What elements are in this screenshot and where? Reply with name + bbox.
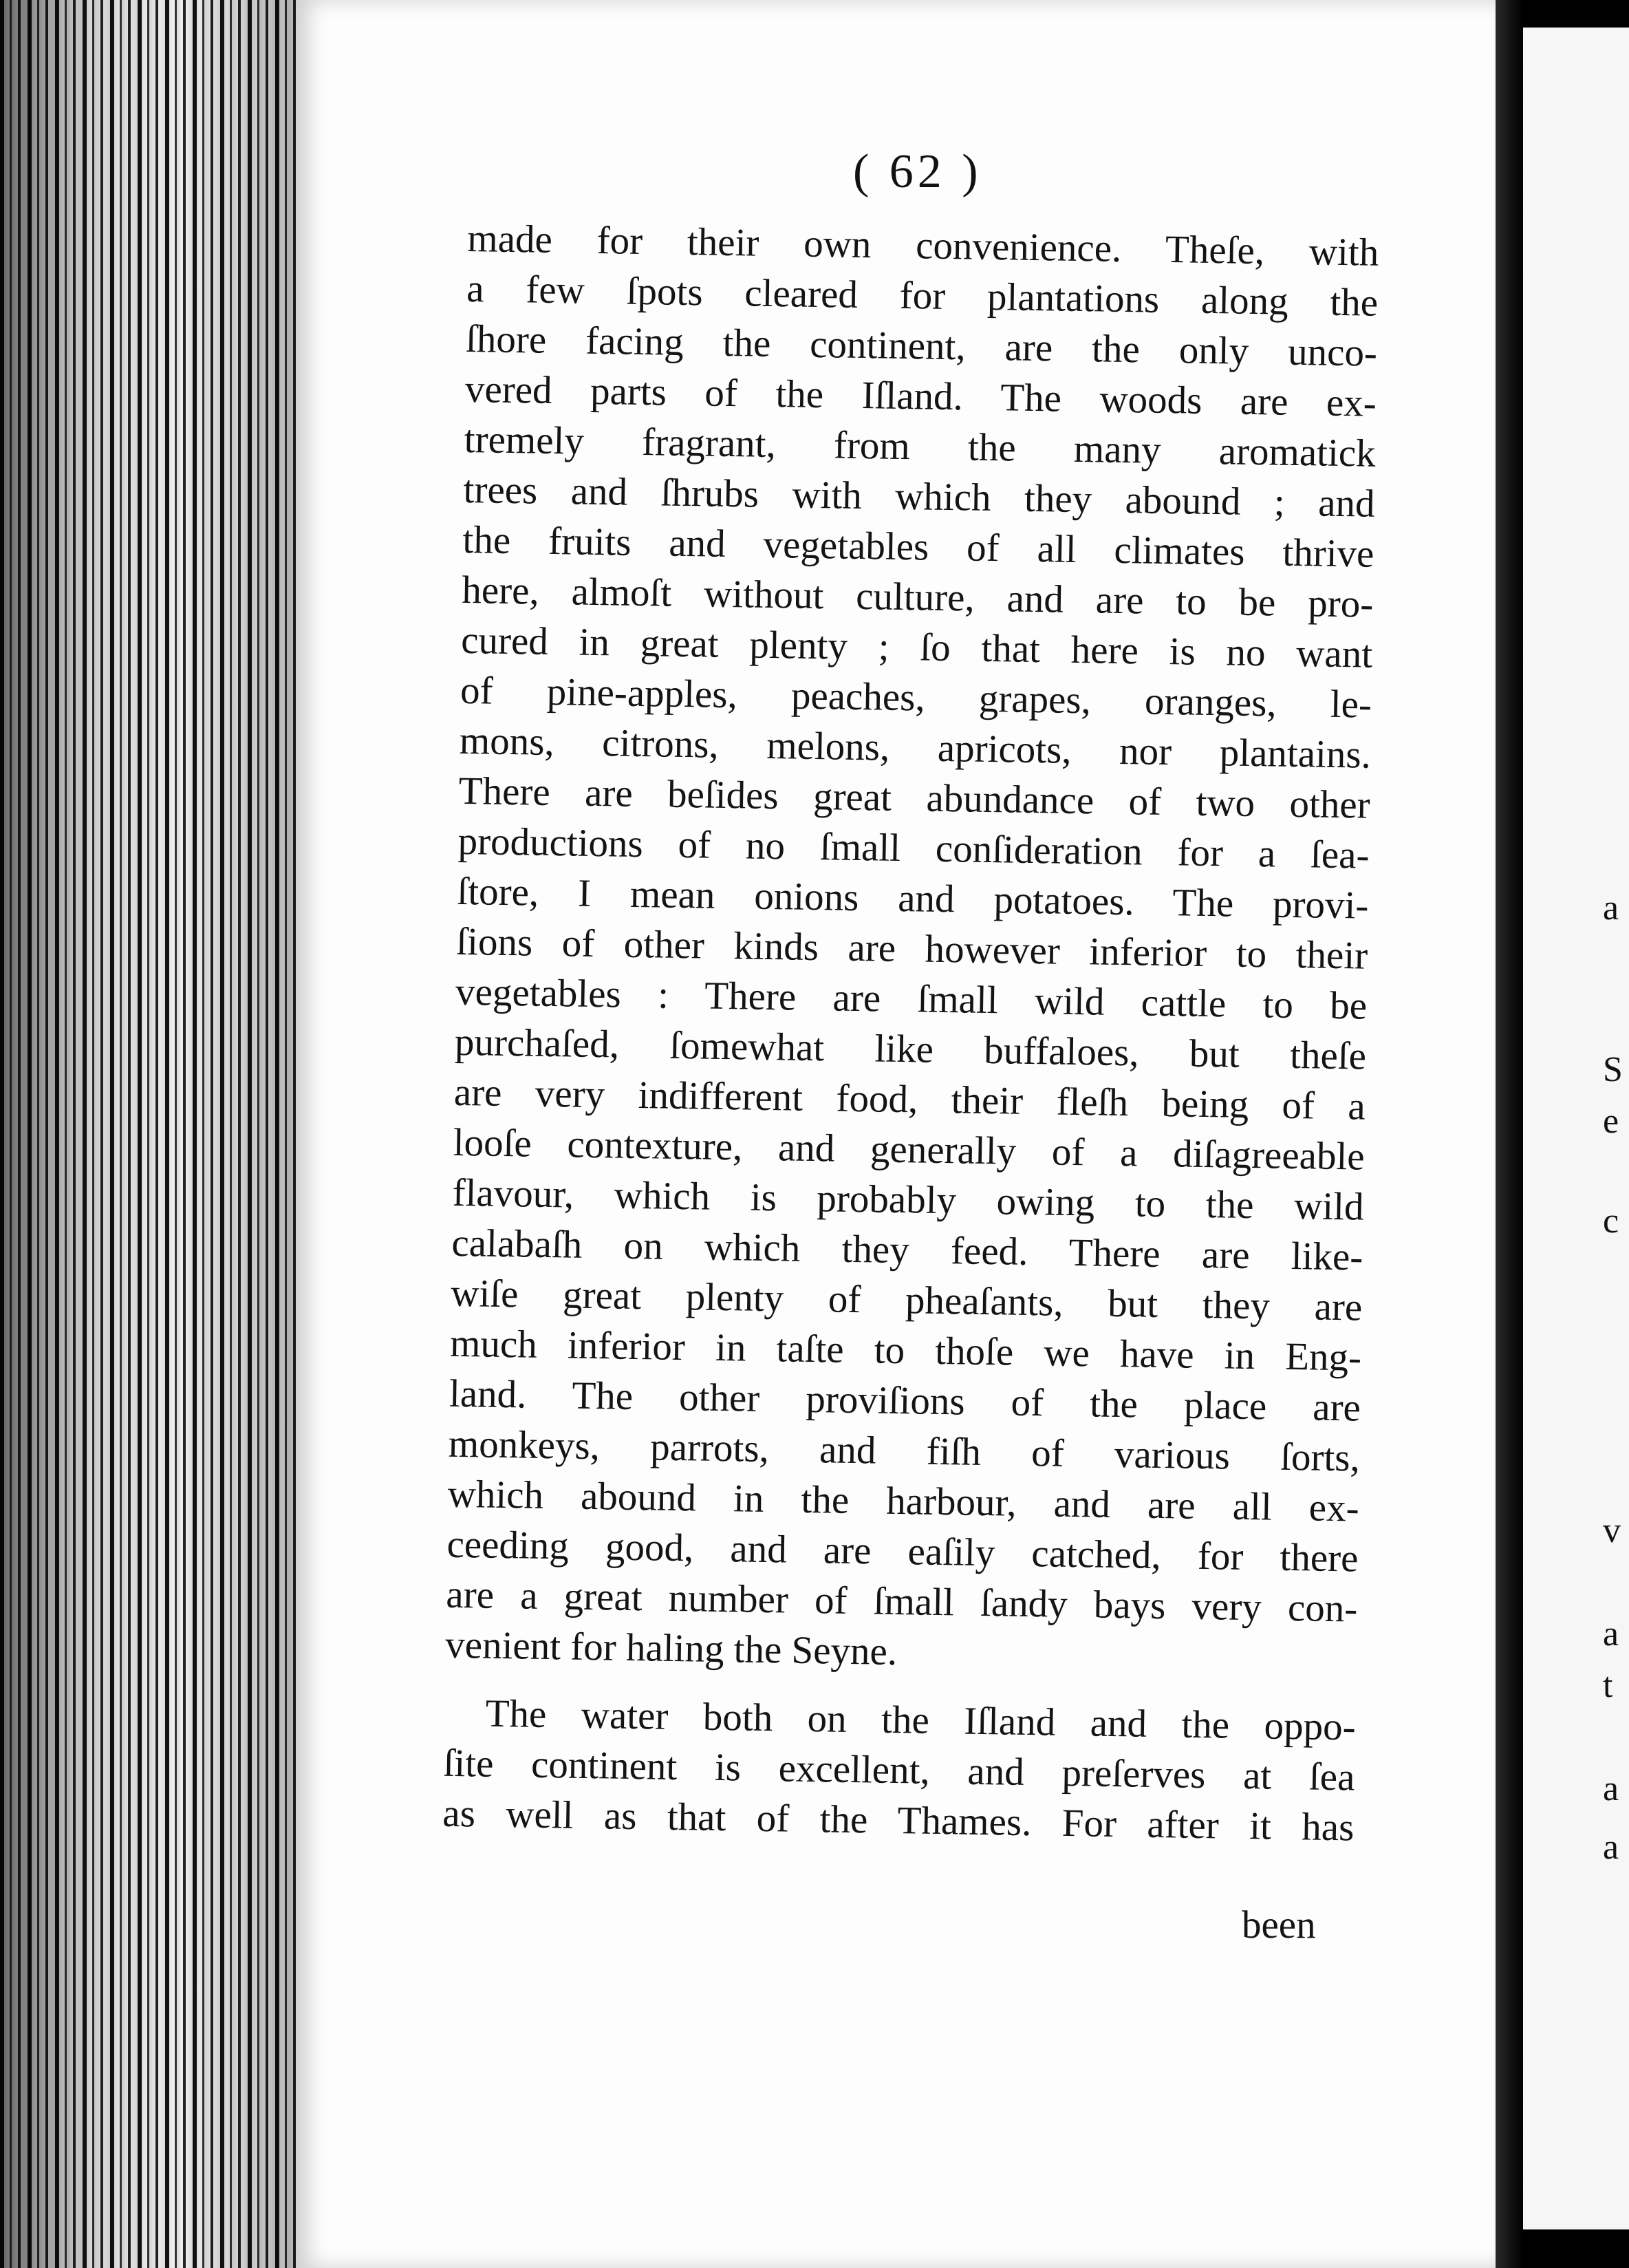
- text-line: are very indifferent food, their fleſh being of a: [453, 1070, 1366, 1128]
- facing-letter: c: [1603, 1201, 1619, 1241]
- text-line: ſhore facing the continent, are the only unco-: [465, 317, 1378, 375]
- text-line: land. The other proviſions of the place are: [449, 1371, 1361, 1430]
- book-gutter: [1496, 0, 1523, 2268]
- text-line: tremely fragrant, from the many aromatick: [464, 417, 1377, 475]
- facing-page-letters: [1603, 0, 1629, 2268]
- facing-letter: v: [1603, 1511, 1621, 1550]
- facing-letter: e: [1603, 1102, 1619, 1141]
- text-line: wiſe great plenty of pheaſants, but they are: [450, 1271, 1363, 1329]
- text-line: cured in great plenty ; ſo that here is no want: [460, 618, 1373, 676]
- text-line: looſe contexture, and generally of a diſagreeable: [453, 1120, 1366, 1179]
- text-line: which abound in the harbour, and are all ex-: [447, 1472, 1360, 1530]
- text-line: purchaſed, ſomewhat like buffaloes, but theſe: [454, 1020, 1367, 1078]
- text-line: vegetables : There are ſmall wild cattle to be: [455, 970, 1368, 1028]
- text-line: The water both on the Iſland and the oppo-: [485, 1691, 1357, 1749]
- text-line: productions of no ſmall conſideration for a ſea-: [457, 819, 1370, 877]
- text-line: venient for haling the Seyne.: [444, 1623, 898, 1674]
- text-line: trees and ſhrubs with which they abound ; and: [463, 467, 1376, 526]
- text-line: are a great number of ſmall ſandy bays very con-: [445, 1572, 1358, 1631]
- text-line: of pine-apples, peaches, grapes, oranges, le-: [460, 668, 1372, 727]
- text-line: flavour, which is probably owing to the wild: [452, 1170, 1364, 1229]
- text-line: as well as that of the Thames. For after it has: [442, 1791, 1355, 1850]
- text-line: ceeding good, and are eaſily catched, for there: [446, 1522, 1359, 1581]
- text-line: here, almoſt without culture, and are to be pro-: [461, 568, 1374, 626]
- text-line: ſtore, I mean onions and potatoes. The provi-: [457, 869, 1369, 928]
- facing-letter: S: [1603, 1050, 1623, 1089]
- facing-letter: t: [1603, 1666, 1613, 1705]
- facing-letter: a: [1603, 1769, 1619, 1808]
- text-line: calabaſh on which they feed. There are like-: [451, 1221, 1363, 1279]
- text-line: ſite continent is excellent, and preſerves at ſea: [443, 1741, 1355, 1799]
- text-line: the fruits and vegetables of all climates thrive: [462, 517, 1374, 576]
- facing-letter: a: [1603, 888, 1619, 928]
- body-text: [442, 213, 1379, 1853]
- text-line: monkeys, parrots, and fiſh of various ſorts,: [448, 1422, 1361, 1480]
- page-number: ( 62 ): [853, 145, 982, 198]
- text-line: made for their own convenience. Theſe, with: [466, 216, 1379, 275]
- text-line: vered parts of the Iſland. The woods are ex-: [464, 367, 1377, 425]
- text-line: mons, citrons, melons, apricots, nor plantains.: [459, 718, 1372, 777]
- text-line: much inferior in taſte to thoſe we have in Eng-: [449, 1321, 1362, 1380]
- text-line: There are beſides great abundance of two other: [458, 769, 1371, 827]
- text-line: ſions of other kinds are however inferior to their: [455, 919, 1368, 978]
- facing-letter: a: [1603, 1614, 1619, 1654]
- text-line: a few ſpots cleared for plantations along the: [466, 266, 1379, 325]
- catchword: been: [1242, 1903, 1316, 1947]
- facing-letter: a: [1603, 1828, 1619, 1867]
- page-edges-shadow: [0, 0, 303, 2268]
